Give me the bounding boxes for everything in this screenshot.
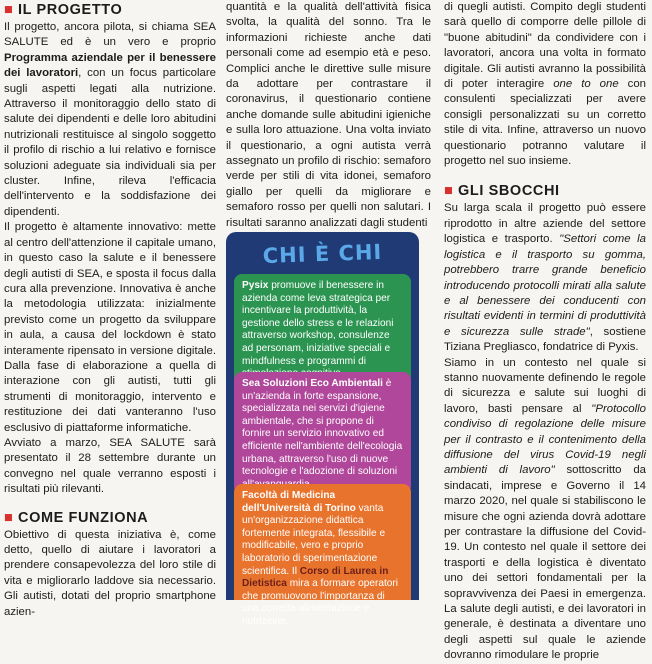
article-column-3 — [444, 0, 646, 664]
paragraph: quantità e la qualità dell'attività fisica svolta, la qualità del sonno. Tra le informazioni richieste anche dati personali come ad esempio età e peso. Complici anche le direttive sulle misure da adottare per contrastare il coronavirus, il questionario contiene anche domande sulle abitudini igieniche e sulla loro attuazione. Una volta inviato il questionario, a ogni autista verrà assegnato un profilo di rischio: semaforo verde per stili di vita idonei, semaforo giallo per quelli da migliorare e semaforo rosso per quelli non salutari. I risultati saranno analizzati dagli studenti — [226, 1, 431, 229]
chi-e-chi-box — [226, 232, 419, 627]
paragraph: Il progetto è altamente innovativo: mette al centro dell'attenzione il capitale umano, in questo caso la salute e il benessere degli autisti di SEA, e sposta il focus dalla cura alla prevenzione. Innovativa è anche la metodologia utilizzata: inizialmente previsto come un progetto da sviluppare in aula, a causa del lockdown è stato interamente ripensato in versione digitale. Dalla fase di elaborazione a quella di interazione con gli autisti, tutti gli strumenti di monitoraggio, intervento e restituzione dei dati vanteranno l'uso esclusivo di piattaforme informatiche. — [4, 221, 216, 434]
sea-card: Sea Soluzioni Eco Ambientali è un'azienda in forte espansione, specializzata nei servizi d'igiene ambientale, che si propone di fornire un servizio innovativo ed efficiente nell'ambiente dell'ecologia urbana, attraverso l'uso di nuove tecnologie e l'adozione di soluzioni — [234, 372, 411, 494]
pysix-card: Pysix promuove il benessere in azienda come leva strategica per incentivare la produttività, la gestione dello stress e le relazioni attraverso workshop, consulenze ad personam, iniziative speciali e mindfulness e programmi di — [234, 274, 411, 384]
article-column-1 — [4, 0, 216, 620]
paragraph: Il progetto, ancora pilota, si chiama SEA SALUTE ed è un vero e proprio Programma aziendale per il benessere dei lavoratori, con un focus particolare sugli aspetti legati alla nutrizione. Attraverso il monitoraggio dello stato di salute dei dipendenti e delle loro abitudini nutrizionali restituisce al singolo soggetto il profilo di rischio a lui relativo e fornisce soluzioni adeguate sia individuali sia per cluster. Infine, rileva l'efficacia dell'intervento e la soddisfazione dei dipendenti. — [4, 21, 216, 218]
chi-e-chi-title: CHI È CHI — [262, 239, 383, 269]
paragraph: Su larga scala il progetto può essere riprodotto in altre aziende del settore logistica e trasporto. "Settori come la logistica e il trasporto su gomma, potrebbero trarre grande beneficio introducendo protocolli mirati alla salute e al benessere dei conducenti con risultati evidenti in termini di produttività e sicurezza sulle strade", sostiene Tiziana Pregliasco, fondatrice di Pyxis. — [444, 202, 646, 354]
article-column-2 — [226, 0, 431, 231]
paragraph: Avviato a marzo, SEA SALUTE sarà presentato il 28 settembre durante un convegno nel quale verranno esposti i risultati più rilevanti. — [4, 436, 216, 496]
paragraph: Siamo in un contesto nel quale si stanno nuovamente definendo le regole di sicurezza e salute sui luoghi di lavoro, basti pensare al "Protocollo condiviso di regolazione delle misure per il contrasto e il contenimento della diffusione del virus Covid-19 negli ambienti di lavoro" sottoscritto da sindacati, imprese e Governo il 14 marzo 2020, nel quale si stabiliscono le misure che ogni azienda dovrà adottare per contrastare la diffusione del Covid-19. Un contesto nel quale il settore dei trasporti e della logistica è diventato uno dei settori fondamentali per la sopravvivenza dei Paesi in emergenza. La salute degli autisti, e dei lavoratori in generale, è destinata a diventare uno degli aspetti sul quale le aziende dovranno rimodulare le proprie — [444, 356, 646, 662]
section-heading-come-funziona: ■ COME FUNZIONA — [4, 509, 149, 526]
section-heading-gli-sbocchi: ■ GLI SBOCCHI — [444, 183, 560, 200]
section-heading-il-progetto: ■ IL PROGETTO — [4, 2, 123, 18]
paragraph: Obiettivo di questa iniziativa è, come detto, quello di aiutare i lavoratori a prendere consapevolezza del loro stile di vita e migliorarlo laddove sia necessario. Gli autisti, dotati del proprio smartphone azien- — [4, 528, 216, 618]
facolta-card: Facoltà di Medicina dell'Università di Torino vanta un'organizzazione didattica fortemente integrata, flessibile e modificabile, vero e proprio laboratorio di sperimentazione scientifica. Il Corso di Laurea in Dietistica mira a formare operatori che promuovono l'importanza di una corretta alimentazione e nutrizione. — [234, 484, 411, 600]
paragraph: di quegli autisti. Compito degli studenti sarà quello di comporre delle pillole di "buone abitudini" da condividere con i lavoratori, ancora una volta in formato digitale. Gli autisti avranno la possibilità di poter interagire one to one con consulenti specializzati per avere consigli personalizzati su un corretto stile di vita. Infine, attraverso un nuovo questionario potranno valutare il progetto nel suo insieme. — [444, 1, 647, 168]
